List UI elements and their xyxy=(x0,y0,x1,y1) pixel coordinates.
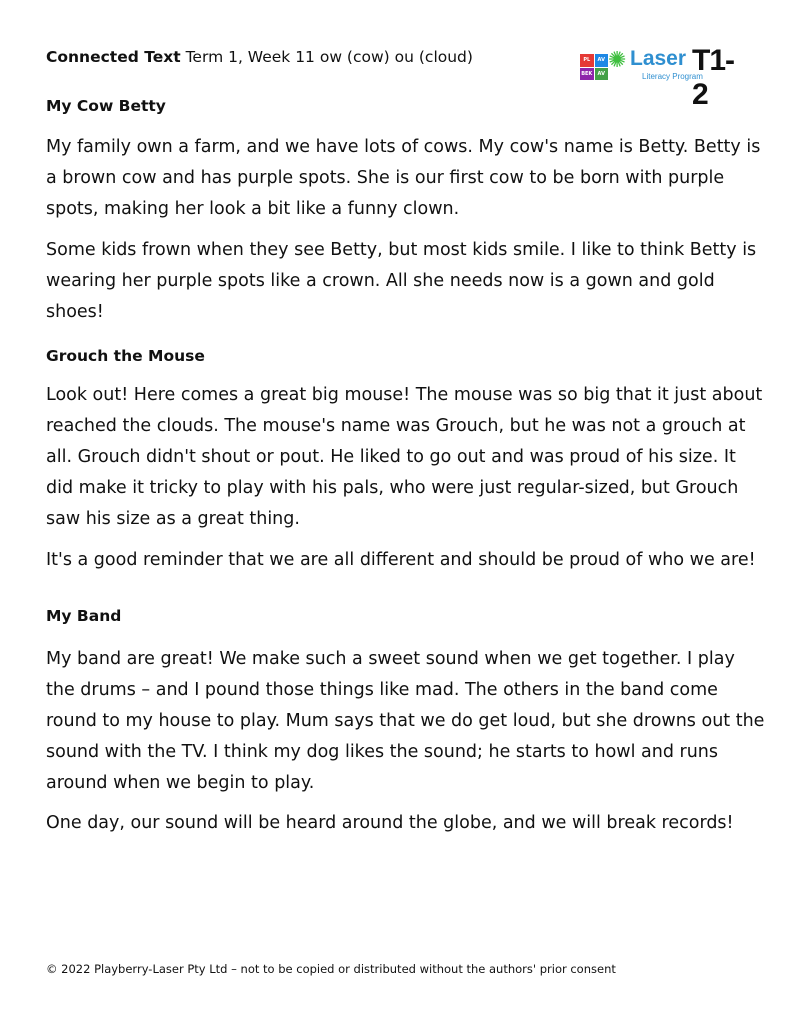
document-header xyxy=(46,48,473,66)
header-label: Connected Text xyxy=(46,48,181,66)
starburst-icon: ✺ xyxy=(608,48,627,73)
story-my-band xyxy=(46,602,766,839)
logo-grid-cell: AV xyxy=(595,68,609,81)
logo-grid-cell: PL xyxy=(580,54,594,67)
logo-grid-cell: BEK xyxy=(580,68,594,81)
story-title: Grouch the Mouse xyxy=(46,347,205,365)
header-subtitle: Term 1, Week 11 ow (cow) ou (cloud) xyxy=(185,48,473,66)
document-body xyxy=(46,92,766,839)
story-paragraph: Look out! Here comes a great big mouse! The mouse was so big that it just about reached the clouds. The mouse's name was Grouch, but he was not a grouch at all. Grouch didn't shout or pout. He liked to go out and was proud of his size. It did make it tricky to play with his pals, who were just regular-sized, but Grouch saw his size as a great thing. xyxy=(46,385,763,529)
story-paragraph: Some kids frown when they see Betty, but most kids smile. I like to think Betty is wearing her purple spots like a crown. All she needs now is a gown and gold shoes! xyxy=(46,240,757,322)
story-title: My Band xyxy=(46,607,122,625)
logo-subtitle: Literacy Program xyxy=(642,72,703,81)
story-grouch-the-mouse xyxy=(46,342,766,576)
logo-grid-cell: AV xyxy=(595,54,609,67)
story-my-cow-betty xyxy=(46,92,766,328)
story-paragraph: One day, our sound will be heard around the globe, and we will break records! xyxy=(46,813,734,833)
story-paragraph: My family own a farm, and we have lots of cows. My cow's name is Betty. Betty is a brown cow and has purple spots. She is our first cow to be born with purple spots, making her look a bit like a funny clown. xyxy=(46,137,761,219)
story-paragraph: It's a good reminder that we are all different and should be proud of who we are! xyxy=(46,550,756,570)
story-paragraph: My band are great! We make such a sweet sound when we get together. I play the drums – and I pound those things like mad. The others in the band come round to my house to play. Mum says that we do get loud, but she drowns out the sound with the TV. I think my dog likes the sound; he starts to howl and runs around when we begin to play. xyxy=(46,649,765,793)
logo-term: T1-2 xyxy=(692,44,734,111)
logo-grid-icon xyxy=(580,54,608,80)
copyright-footer: © 2022 Playberry-Laser Pty Ltd – not to be copied or distributed without the authors' prior consent xyxy=(46,962,616,976)
laser-logo xyxy=(580,44,740,111)
logo-name: Laser xyxy=(630,47,687,70)
story-title: My Cow Betty xyxy=(46,97,166,115)
